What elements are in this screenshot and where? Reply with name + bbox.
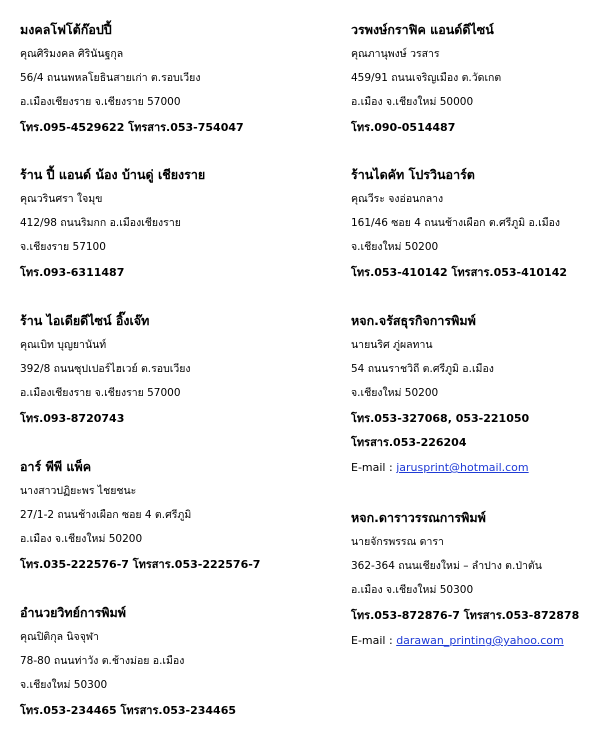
address-line-2: จ.เชียงใหม่ 50200 — [351, 241, 439, 253]
shop-name: หจก.จรัสธุรกิจการพิมพ์ — [351, 313, 476, 328]
phone-line: โทร.095-4529622 โทรสาร.053-754047 — [20, 121, 244, 134]
email-link[interactable]: jarusprint@hotmail.com — [396, 461, 529, 474]
email-line — [351, 460, 529, 476]
address-line-1: 78-80 ถนนท่าวัง ต.ช้างม่อย อ.เมือง — [20, 655, 185, 667]
email-line — [351, 633, 564, 649]
address-line-2: จ.เชียงใหม่ 50300 — [20, 679, 108, 691]
address-line-2: อ.เมืองเชียงราย จ.เชียงราย 57000 — [20, 387, 181, 399]
contact-person: คุณศิริมงคล ศิรินันฐกุล — [20, 48, 124, 60]
phone-line: โทร.053-234465 โทรสาร.053-234465 — [20, 704, 237, 717]
phone-line: โทร.053-410142 โทรสาร.053-410142 — [351, 266, 568, 279]
contact-person: คุณภานุพงษ์ วรสาร — [351, 48, 440, 60]
shop-name: หจก.ดาราวรรณการพิมพ์ — [351, 510, 486, 525]
contact-person: คุณวรินศรา ใจมุข — [20, 193, 103, 205]
address-line-1: 56/4 ถนนพหลโยธินสายเก่า ต.รอบเวียง — [20, 72, 201, 84]
address-line-2: จ.เชียงราย 57100 — [20, 241, 106, 253]
address-line-1: 161/46 ซอย 4 ถนนช้างเผือก ต.ศรีภูมิ อ.เมือง — [351, 217, 561, 229]
email-label: E-mail : — [351, 461, 397, 474]
contact-person: คุณเบิท บุญยานันท์ — [20, 339, 107, 351]
address-line-2: อ.เมืองเชียงราย จ.เชียงราย 57000 — [20, 96, 181, 108]
address-line-1: 459/91 ถนนเจริญเมือง ต.วัดเกต — [351, 72, 502, 84]
contact-person: คุณปิติกุล นิจจุฬา — [20, 631, 99, 643]
address-line-2: จ.เชียงใหม่ 50200 — [351, 387, 439, 399]
contact-person: นายนริศ ภู่ผลทาน — [351, 339, 433, 351]
shop-name: อำนวยวิทย์การพิมพ์ — [20, 605, 127, 620]
address-line-2: อ.เมือง จ.เชียงใหม่ 50200 — [20, 533, 143, 545]
address-line-2: อ.เมือง จ.เชียงใหม่ 50000 — [351, 96, 474, 108]
phone-line: โทร.053-327068, 053-221050 — [351, 412, 530, 425]
shop-name: วรพงษ์กราฟิค แอนด์ดีไซน์ — [351, 22, 494, 37]
shop-name: อาร์ พีพี แพ็ค — [20, 459, 92, 474]
phone-line: โทร.093-6311487 — [20, 266, 125, 279]
address-line-1: 392/8 ถนนซุปเปอร์ไฮเวย์ ต.รอบเวียง — [20, 363, 191, 375]
address-line-1: 362-364 ถนนเชียงใหม่ – ลำปาง ต.ป่าตัน — [351, 560, 542, 572]
phone-line: โทร.035-222576-7 โทรสาร.053-222576-7 — [20, 558, 261, 571]
address-line-1: 54 ถนนราชวิถี ต.ศรีภูมิ อ.เมือง — [351, 363, 494, 375]
email-label: E-mail : — [351, 634, 397, 647]
shop-name: ร้าน ไอเดียดีไซน์ อิ๊งเจ๊ท — [20, 313, 150, 328]
address-line-2: อ.เมือง จ.เชียงใหม่ 50300 — [351, 584, 474, 596]
shop-name: ร้าน ปี้ แอนด์ น้อง บ้านดู่ เชียงราย — [20, 167, 206, 182]
contact-person: นางสาวปฏิยะพร ไชยชนะ — [20, 485, 137, 497]
address-line-1: 27/1-2 ถนนช้างเผือก ซอย 4 ต.ศรีภูมิ — [20, 509, 192, 521]
phone-line: โทร.053-872876-7 โทรสาร.053-872878 — [351, 609, 580, 622]
fax-line: โทรสาร.053-226204 — [351, 436, 467, 449]
contact-person: คุณวีระ จงอ่อนกลาง — [351, 193, 444, 205]
contact-person: นายจักรพรรณ ดารา — [351, 536, 444, 548]
phone-line: โทร.090-0514487 — [351, 121, 456, 134]
phone-line: โทร.093-8720743 — [20, 412, 125, 425]
shop-name: มงคลโฟโต้ก๊อปปี้ — [20, 22, 112, 37]
shop-name: ร้านไดคัท โปรวินอาร์ต — [351, 167, 475, 182]
address-line-1: 412/98 ถนนริมกก อ.เมืองเชียงราย — [20, 217, 181, 229]
email-link[interactable]: darawan_printing@yahoo.com — [396, 634, 564, 647]
